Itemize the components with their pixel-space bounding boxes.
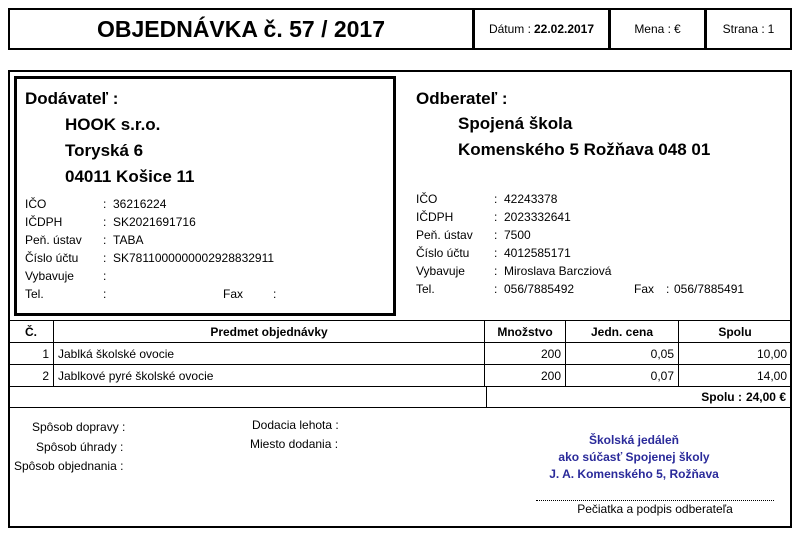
items-table [8, 320, 792, 387]
buyer-tel-row: Tel. : 056/7885492 Fax : 056/7885491 [416, 282, 745, 296]
page-label: Strana : [722, 22, 765, 36]
date-label: Dátum : [488, 22, 531, 36]
table-header-row [9, 321, 792, 343]
buyer-box [400, 76, 792, 316]
currency-label: Mena : [634, 22, 671, 36]
col-total: Spolu [679, 321, 792, 343]
signature-label: Pečiatka a podpis odberateľa [577, 502, 733, 516]
supplier-street: Toryská 6 [65, 141, 144, 160]
school-stamp [520, 432, 748, 483]
table-row [9, 365, 792, 387]
supplier-row: IČDPH : SK2021691716 [25, 215, 196, 229]
document-title-text: OBJEDNÁVKA č. 57 / 2017 [96, 15, 386, 42]
buyer-heading: Odberateľ : [416, 89, 508, 108]
buyer-row: IČO : 42243378 [416, 192, 558, 206]
supplier-heading: Dodávateľ : [25, 89, 119, 108]
grand-total-value: 24,00 € [745, 389, 786, 404]
payment-label: Spôsob úhrady : [36, 440, 124, 454]
col-quantity: Množstvo [485, 321, 566, 343]
supplier-details [25, 195, 385, 303]
row-number: 2 [9, 365, 54, 387]
currency-field [610, 8, 706, 50]
page-value: 1 [767, 22, 775, 36]
stamp-line: ako súčasť Spojenej školy [558, 450, 710, 464]
supplier-row: Peň. ústav : TABA [25, 233, 144, 247]
row-quantity: 200 [485, 343, 566, 365]
table-row [9, 343, 792, 365]
delivery-place-label: Miesto dodania : [250, 437, 339, 451]
row-unit-price: 0,07 [566, 365, 679, 387]
total-divider [8, 386, 486, 408]
supplier-name: HOOK s.r.o. [65, 115, 161, 134]
supplier-box [14, 76, 396, 316]
supplier-row: IČO : 36216224 [25, 197, 167, 211]
row-total: 14,00 [679, 365, 792, 387]
row-item: Jablkové pyré školské ovocie [54, 365, 485, 387]
buyer-name: Spojená škola [458, 114, 573, 133]
buyer-row: Číslo účtu : 4012585171 [416, 246, 571, 260]
row-total: 10,00 [679, 343, 792, 365]
page-field [706, 8, 792, 50]
currency-value: € [674, 22, 681, 36]
stamp-line: J. A. Komenského 5, Rožňava [549, 467, 719, 481]
row-unit-price: 0,05 [566, 343, 679, 365]
supplier-tel-row: Tel. : Fax : [25, 287, 277, 301]
col-item: Predmet objednávky [54, 321, 485, 343]
delivery-term-label: Dodacia lehota : [252, 418, 339, 432]
supplier-city: 04011 Košice 11 [65, 167, 195, 186]
document-title [8, 8, 474, 50]
order-method-label: Spôsob objednania : [14, 459, 124, 473]
col-number: Č. [9, 321, 54, 343]
row-quantity: 200 [485, 365, 566, 387]
buyer-row: IČDPH : 2023332641 [416, 210, 571, 224]
supplier-row: Číslo účtu : SK7811000000002928832911 [25, 251, 275, 265]
supplier-row: Vybavuje : [25, 269, 107, 283]
col-unit-price: Jedn. cena [566, 321, 679, 343]
signature-line [536, 500, 774, 501]
buyer-row: Vybavuje : Miroslava Barcziová [416, 264, 612, 278]
row-number: 1 [9, 343, 54, 365]
stamp-line: Školská jedáleň [588, 433, 680, 447]
buyer-row: Peň. ústav : 7500 [416, 228, 531, 242]
grand-total [486, 386, 792, 408]
date-value: 22.02.2017 [533, 22, 595, 36]
transport-label: Spôsob dopravy : [32, 420, 126, 434]
row-item: Jablká školské ovocie [54, 343, 485, 365]
buyer-details [416, 190, 786, 298]
date-field [474, 8, 610, 50]
buyer-address: Komenského 5 Rožňava 048 01 [458, 140, 711, 159]
grand-total-label: Spolu : [701, 389, 742, 404]
